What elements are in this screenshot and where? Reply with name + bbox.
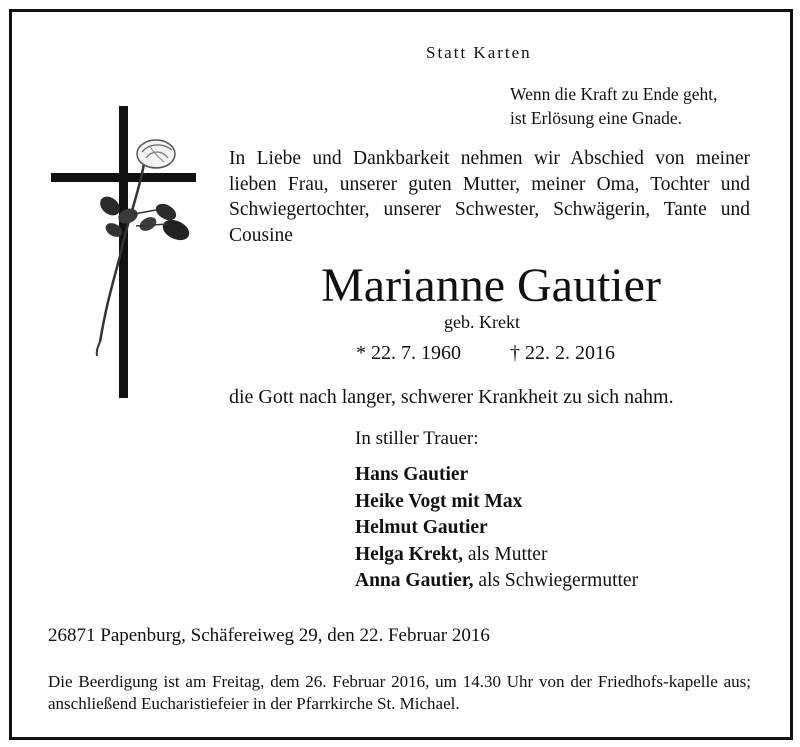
mourner [355,489,638,516]
rose-icon [96,140,192,356]
intro-text: In Liebe und Dankbarkeit nehmen wir Abschied von meiner lieben Frau, unserer guten Mutter, meiner Oma, Tochter und Schwiegertochter, unserer Schwester, Schwägerin, Tante und Cousine [229,148,750,246]
address-line: 26871 Papenburg, Schäfereiweg 29, den 22. Februar 2016 [48,625,490,646]
death-date: † 22. 2. 2016 [510,342,615,364]
motto-quote [510,82,718,130]
mourner [355,515,638,542]
notice-header: Statt Karten [426,43,532,62]
deceased-name: Marianne Gautier [321,259,661,312]
mourning-label: In stiller Trauer: [355,428,479,449]
mourners-list [355,462,638,595]
motto-line-1: Wenn die Kraft zu Ende geht, [510,84,718,104]
funeral-notice: Die Beerdigung ist am Freitag, dem 26. Februar 2016, um 14.30 Uhr von der Friedhofs-kapelle aus; anschließend Eucharistiefeier in der Pfarrkirche St. Michael. [48,672,751,713]
mourner-name: Anna Gautier, [355,570,474,591]
mourner-name: Helga Krekt, [355,543,463,565]
cross-with-rose [48,106,198,398]
closing-text: die Gott nach langer, schwerer Krankheit zu sich nahm. [229,386,674,408]
mourner-relation: als Mutter [462,543,548,565]
mourner [355,462,638,489]
maiden-name: geb. Krekt [444,312,520,332]
mourner [355,568,638,595]
birth-date: * 22. 7. 1960 [356,342,461,364]
mourner [355,542,638,569]
mourner-relation: als Schwiegermutter [473,570,639,591]
mourner-name: Hans Gautier [355,464,469,485]
mourner-name: Helmut Gautier [355,517,488,538]
motto-line-2: ist Erlösung eine Gnade. [510,108,683,128]
mourner-name: Heike Vogt mit Max [355,490,523,512]
